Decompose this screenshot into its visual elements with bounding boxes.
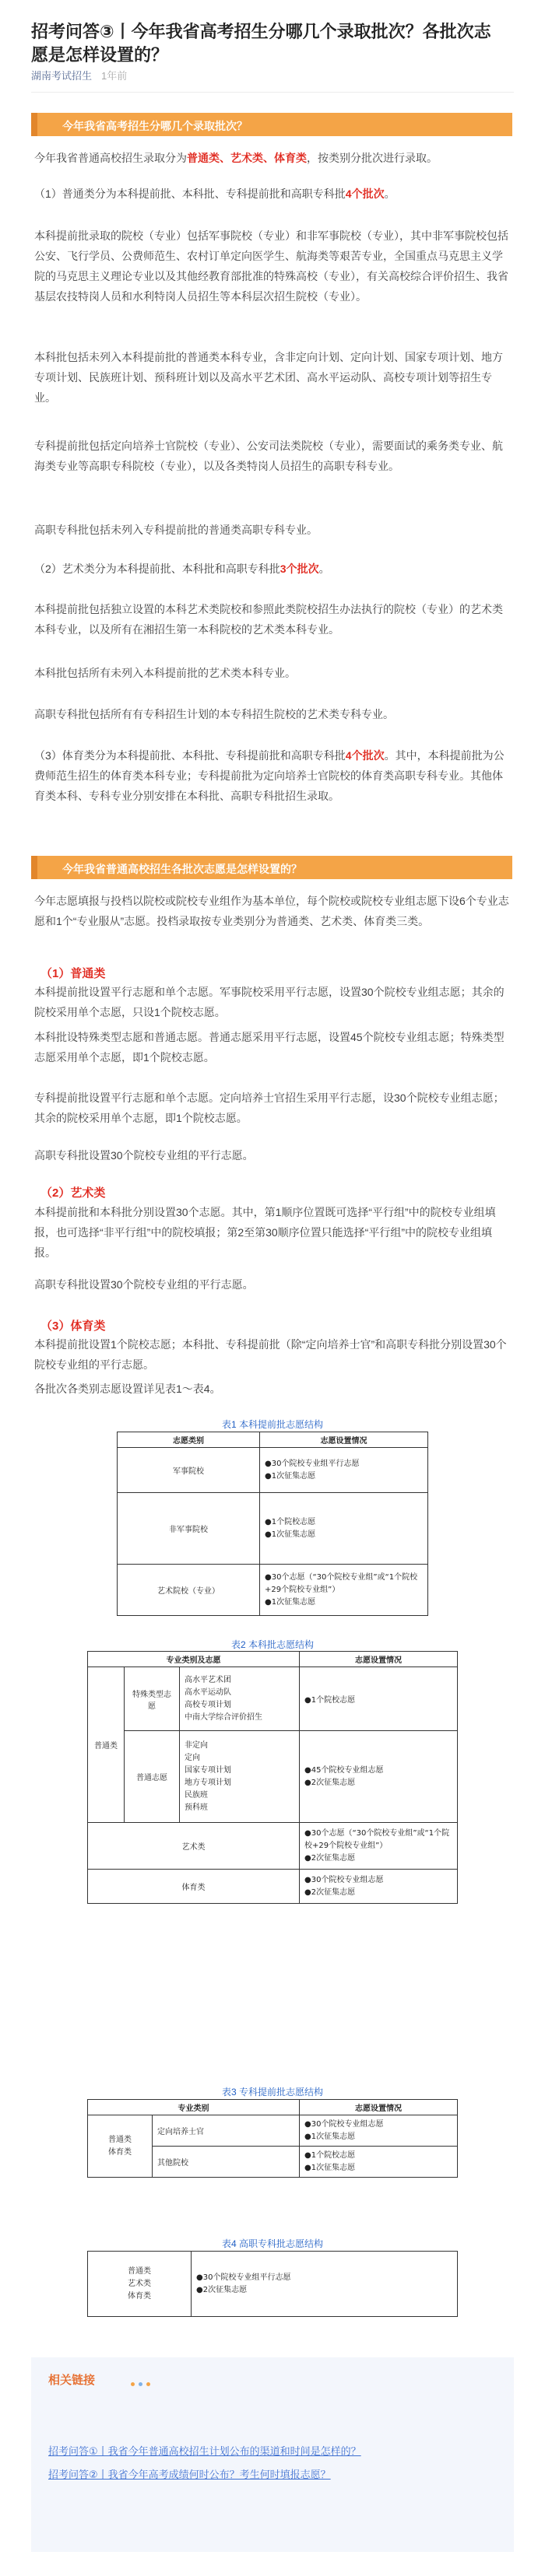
- table-cell: [260, 1448, 428, 1493]
- table-row: [88, 1731, 458, 1823]
- emphasis-text: 普通类、艺术类、体育类: [187, 152, 307, 164]
- table-header: 专业类别: [88, 2100, 300, 2115]
- paragraph-text: （1）普通类分为本科提前批、本科批、专科提前批和高职专科批: [34, 188, 346, 200]
- cell-line: ●1次征集志愿: [265, 1530, 316, 1539]
- emphasis-text: 3个批次: [280, 563, 319, 575]
- paragraph: 专科提前批包括定向培养士官院校（专业）、公安司法类院校（专业），需要面试的乘务类专业、航海类专业等高职专科院校（专业），以及各类特岗人员招生的高职专科专业。: [34, 440, 503, 472]
- table-cell: [88, 2115, 153, 2178]
- table-row: [88, 1667, 458, 1731]
- cell-line: 非定向: [185, 1740, 208, 1750]
- table-header: 志愿设置情况: [300, 1652, 458, 1667]
- table-cell: [300, 2147, 458, 2178]
- paragraph: 本科批包括所有未列入本科提前批的艺术类本科专业。: [34, 667, 296, 679]
- cell-line: ●30个志愿（“30个院校专业组”或“1个院校+29个院校专业组”）: [304, 1828, 450, 1850]
- table-row: [118, 1448, 428, 1493]
- cell-line: ●1次征集志愿: [265, 1471, 316, 1481]
- paragraph: 高职专科批包括所有有专科招生计划的本专科招生院校的艺术类专科专业。: [34, 708, 394, 720]
- table-cell: 普通类: [88, 1667, 125, 1823]
- table-cell: 体育类: [88, 1870, 300, 1904]
- paragraph: 本科批设特殊类型志愿和普通志愿。普通志愿采用平行志愿，设置45个院校专业组志愿；特殊类型志愿采用单个志愿，即1个院校志愿。: [34, 1031, 505, 1064]
- subheading-art: （2）艺术类: [40, 1186, 106, 1200]
- cell-line: ●1个院校志愿: [304, 2150, 356, 2160]
- paragraph: 本科提前批录取的院校（专业）包括军事院校（专业）和非军事院校（专业），其中非军事院校包括公安、飞行学员、公费师范生、农村订单定向医学生、航海类等艰苦专业，全国重点马克思主义学院的马克思主义理论专业以及其他经教育部批准的特殊高校（专业），有关高校综合评价招生、我省基层农技特岗人员和水利特岗人员招生等本科层次招生院校（专业）。: [34, 230, 508, 303]
- paragraph-text: 。: [384, 188, 396, 200]
- cell-line: ●30个院校专业组平行志愿: [265, 1459, 360, 1468]
- paragraph: [34, 184, 511, 204]
- related-links-title: 相关链接: [48, 2374, 96, 2387]
- table-cell: [260, 1493, 428, 1565]
- table-cell: 定向培养士官: [153, 2115, 300, 2147]
- paragraph: 本科提前批设置1个院校志愿；本科批、专科提前批（除“定向培养士官”和高职专科批分别设置30个院校专业组的平行志愿。: [34, 1338, 507, 1371]
- table-cell: [300, 1823, 458, 1870]
- subheading-sports: （3）体育类: [40, 1320, 106, 1333]
- paragraph-text: ，按类别分批次进行录取。: [307, 152, 438, 164]
- table-cell: [260, 1565, 428, 1616]
- decorative-dots-icon: [131, 2376, 154, 2390]
- table-row: [88, 2115, 458, 2147]
- paragraph: 本科提前批和本科批分别设置30个志愿。其中，第1顺序位置既可选择“平行组”中的院校专业组填报，也可选择“非平行组”中的院校填报；第2至第30顺序位置只能选择“平行组”中的院校专业组填报。: [34, 1206, 496, 1259]
- cell-line: ●45个院校专业组志愿: [304, 1765, 384, 1775]
- cell-line: ●30个院校专业组平行志愿: [196, 2273, 291, 2282]
- source-account-link[interactable]: 湖南考试招生: [31, 70, 93, 82]
- cell-line: ●1次征集志愿: [265, 1597, 316, 1607]
- cell-line: ●2次征集志愿: [304, 1887, 356, 1897]
- cell-line: ●2次征集志愿: [196, 2285, 248, 2294]
- section-heading-marker: [31, 856, 37, 879]
- table3-caption: 表3 专科提前批志愿结构: [221, 2087, 323, 2098]
- table-cell: 特殊类型志愿: [125, 1667, 180, 1731]
- table-cell: ●1个院校志愿: [300, 1667, 458, 1731]
- section-heading-text: 今年我省普通高校招生各批次志愿是怎样设置的？: [62, 863, 302, 875]
- subheading-general: （1）普通类: [40, 967, 106, 980]
- table-cell: [300, 1870, 458, 1904]
- section-heading-batches: [34, 113, 512, 136]
- table-cell: [300, 1731, 458, 1823]
- table3: [87, 2099, 458, 2178]
- table1-caption: 表1 本科提前批志愿结构: [221, 1419, 323, 1430]
- table4-caption: 表4 高职专科批志愿结构: [221, 2238, 323, 2249]
- table1: [117, 1432, 428, 1616]
- cell-line: ●1次征集志愿: [304, 2163, 356, 2172]
- paragraph: 本科提前批包括独立设置的本科艺术类院校和参照此类院校招生办法执行的院校（专业）的艺术类本科专业，以及所有在湘招生第一本科院校的艺术类本科专业。: [34, 603, 503, 636]
- cell-line: 普通类: [108, 2135, 132, 2144]
- cell-line: 体育类: [108, 2147, 132, 2157]
- paragraph: 各批次各类别志愿设置详见表1～表4。: [34, 1383, 221, 1395]
- cell-line: ●30个志愿（“30个院校专业组”或“1个院校+29个院校专业组”）: [265, 1572, 418, 1594]
- paragraph: 今年志愿填报与投档以院校或院校专业组作为基本单位，每个院校或院校专业组志愿下设6个专业志愿和1个“专业服从”志愿。投档录取按专业类别分为普通类、艺术类、体育类三类。: [34, 895, 509, 927]
- cell-line: ●2次征集志愿: [304, 1853, 356, 1863]
- paragraph-text: 。: [318, 563, 330, 575]
- table-row: [88, 2252, 458, 2317]
- cell-line: 艺术类: [128, 2279, 151, 2288]
- section-heading-text: 今年我省高考招生分哪几个录取批次？: [62, 120, 248, 132]
- cell-line: 预科班: [185, 1803, 208, 1812]
- cell-line: 高校专项计划: [185, 1700, 231, 1709]
- table-header: 专业类别及志愿: [88, 1652, 300, 1667]
- paragraph: [34, 559, 511, 579]
- table-row: [118, 1493, 428, 1565]
- table-header: 志愿设置情况: [300, 2100, 458, 2115]
- related-links-card: [31, 2357, 514, 2552]
- cell-line: 地方专项计划: [185, 1778, 231, 1787]
- cell-line: 定向: [185, 1753, 200, 1762]
- cell-line: 体育类: [128, 2291, 151, 2301]
- paragraph: 高职专科批设置30个院校专业组的平行志愿。: [34, 1278, 254, 1291]
- table-header: 志愿类别: [118, 1432, 260, 1448]
- table-cell: 普通志愿: [125, 1731, 180, 1823]
- cell-line: 中南大学综合评价招生: [185, 1712, 262, 1722]
- related-link-1[interactable]: 招考问答①丨我省今年普通高校招生计划公布的渠道和时间是怎样的？: [48, 2445, 361, 2457]
- cell-line: 民族班: [185, 1790, 208, 1800]
- table-row: [88, 1870, 458, 1904]
- paragraph: 高职专科批设置30个院校专业组的平行志愿。: [34, 1149, 254, 1162]
- table-cell: 艺术院校（专业）: [118, 1565, 260, 1616]
- table-cell: 其他院校: [153, 2147, 300, 2178]
- table4: [87, 2251, 458, 2317]
- section-heading-volunteers: [34, 856, 512, 879]
- table-row: [88, 1823, 458, 1870]
- related-link-2[interactable]: 招考问答②丨我省今年高考成绩何时公布？考生何时填报志愿？: [48, 2469, 331, 2480]
- table-cell: 非军事院校: [118, 1493, 260, 1565]
- emphasis-text: 4个批次: [345, 188, 385, 200]
- table-row: [118, 1565, 428, 1616]
- paragraph-text: 今年我省普通高校招生录取分为: [34, 152, 187, 164]
- table-cell: [180, 1731, 300, 1823]
- paragraph: 本科批包括未列入本科提前批的普通类本科专业，含非定向计划、定向计划、国家专项计划、地方专项计划、民族班计划、预科班计划以及高水平艺术团、高水平运动队、高校专项计划等招生专业。: [34, 351, 503, 404]
- publish-time: 1年前: [101, 70, 128, 82]
- paragraph-text: （3）体育类分为本科提前批、本科批、专科提前批和高职专科批: [34, 749, 346, 762]
- table-cell: [192, 2252, 458, 2317]
- paragraph: 本科提前批设置平行志愿和单个志愿。军事院校采用平行志愿，设置30个院校专业组志愿；其余的院校采用单个志愿，只设1个院校志愿。: [34, 986, 505, 1018]
- table2: [87, 1651, 458, 1904]
- article-title: 招考问答③丨今年我省高考招生分哪几个录取批次？各批次志愿是怎样设置的？: [31, 22, 491, 65]
- cell-line: ●30个院校专业组志愿: [304, 2119, 384, 2129]
- article-meta: [31, 68, 127, 82]
- cell-line: 普通类: [128, 2266, 151, 2276]
- paragraph: [34, 745, 511, 806]
- cell-line: 高水平艺术团: [185, 1675, 231, 1684]
- cell-line: ●1个院校志愿: [265, 1517, 316, 1526]
- table-header: 志愿设置情况: [260, 1432, 428, 1448]
- table-cell: 军事院校: [118, 1448, 260, 1493]
- section-heading-marker: [31, 113, 37, 136]
- cell-line: ●1次征集志愿: [304, 2132, 356, 2141]
- cell-line: 高水平运动队: [185, 1688, 231, 1697]
- paragraph: 高职专科批包括未列入专科提前批的普通类高职专科专业。: [34, 524, 318, 536]
- paragraph: 专科提前批设置平行志愿和单个志愿。定向培养士官招生采用平行志愿，设30个院校专业组志愿；其余的院校采用单个志愿，即1个院校志愿。: [34, 1092, 505, 1124]
- table-cell: [180, 1667, 300, 1731]
- header-divider: [31, 92, 514, 93]
- cell-line: ●30个院校专业组志愿: [304, 1875, 384, 1884]
- table-cell: [88, 2252, 192, 2317]
- paragraph: [34, 148, 511, 168]
- cell-line: ●2次征集志愿: [304, 1778, 356, 1787]
- paragraph-text: （2）艺术类分为本科提前批、本科批和高职专科批: [34, 563, 280, 575]
- table-cell: [300, 2115, 458, 2147]
- table-cell: 艺术类: [88, 1823, 300, 1870]
- emphasis-text: 4个批次: [345, 749, 385, 762]
- table2-caption: 表2 本科批志愿结构: [230, 1639, 314, 1650]
- paragraph-text: 。其中，本科提前批为公费师范生招生的体育类本科专业；专科提前批为定向培养士官院校的体育类高职专科专业。其他体育类本科、专科专业分别安排在本科批、高职专科批招生录取。: [34, 749, 505, 802]
- cell-line: 国家专项计划: [185, 1765, 231, 1775]
